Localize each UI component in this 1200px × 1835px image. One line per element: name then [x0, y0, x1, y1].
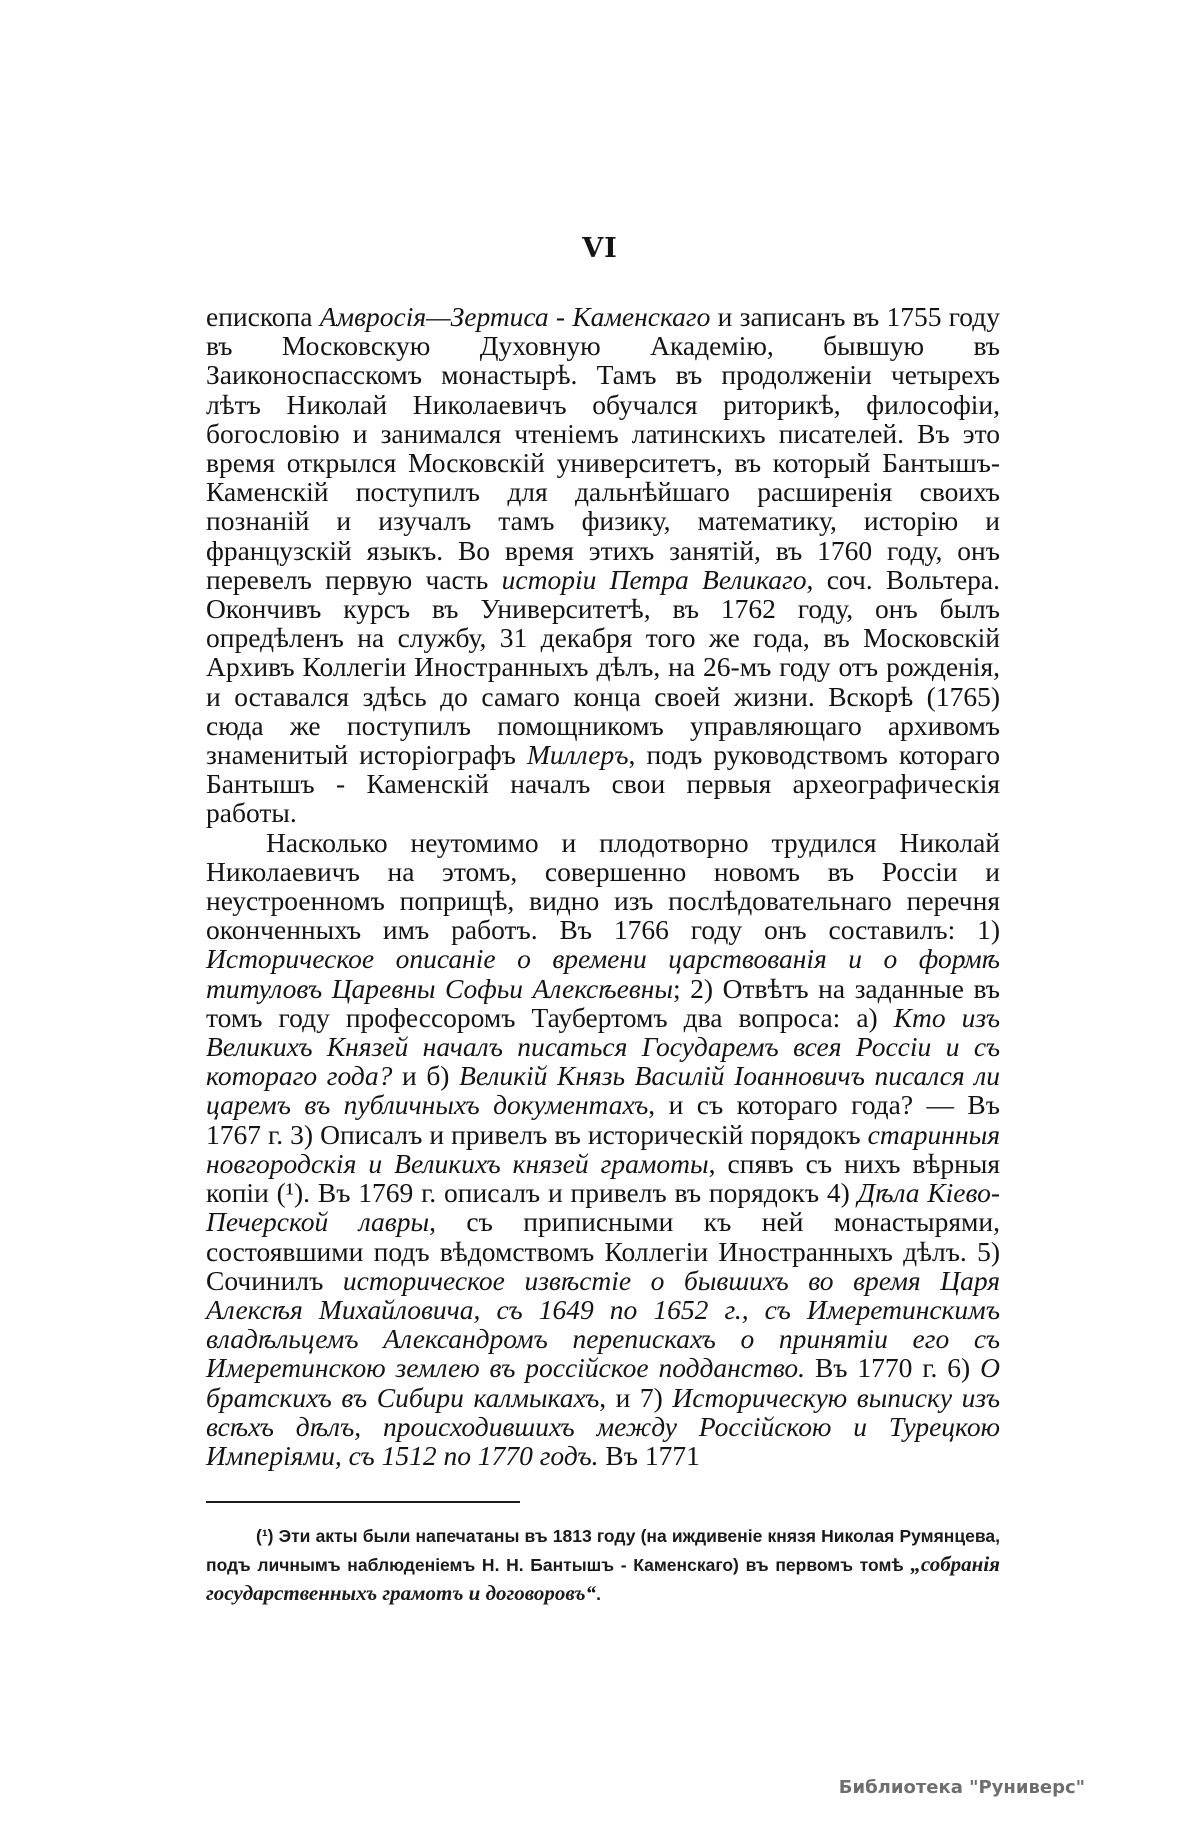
library-watermark: Библиотека "Руниверс": [838, 1777, 1085, 1798]
page-number: VI: [582, 233, 618, 264]
paragraph: [206, 302, 1000, 828]
italic-run: „собранія государственныхъ грамотъ и договоровъ“: [206, 1552, 1000, 1605]
footnote: [206, 1522, 1000, 1608]
italic-run: Дѣла Кіево-Печерской лавры: [206, 1177, 1000, 1238]
paragraph: [206, 828, 1000, 1470]
footnote-divider: [206, 1501, 520, 1503]
italic-run: Историческое описаніе о времени царствованія и о формѣ титуловъ Царевны Софьи Алексѣевны: [206, 943, 1000, 1004]
text-run: Въ 1771: [598, 1439, 700, 1471]
italic-run: Великій Князь Василій Іоанновичъ писался ли царемъ въ публичныхъ документахъ: [206, 1060, 1000, 1121]
italic-run: Миллеръ: [526, 739, 629, 771]
italic-run: О братскихъ въ Сибири калмыкахъ: [206, 1352, 1000, 1413]
text-run: .: [596, 1584, 601, 1604]
text-run: , спявъ съ нихъ вѣрныя копіи (¹). Въ 1769 г. описалъ и привелъ въ порядокъ 4): [206, 1147, 1000, 1209]
italic-run: Историческую выписку изъ всѣхъ дѣлъ, происходившихъ между Россійскою и Турецкою Имперіями, съ 1512 по 1770 годъ.: [206, 1381, 1000, 1471]
italic-run: исторіи Петра Великаго: [501, 563, 807, 595]
italic-run: Кто изъ Великихъ Князей началъ писаться Государемъ всея Россіи и съ котораго года?: [206, 1001, 1001, 1092]
text-run: , съ приписными къ ней монастырями, состоявшими подъ вѣдомствомъ Коллегіи Иностранныхъ дѣлъ. 5) Сочинилъ: [206, 1206, 1000, 1296]
text-run: и б): [392, 1060, 460, 1092]
text-run: Въ 1770 г. 6): [805, 1352, 981, 1384]
text-run: , и съ котораго года? — Въ 1767 г. 3) Описалъ и привелъ въ историческій порядокъ: [206, 1089, 1000, 1150]
body-text: [206, 302, 1000, 1470]
text-run: (¹) Эти акты были напечатаны въ 1813 году (на иждивеніе князя Николая Румянцева, подъ личнымъ наблюденіемъ Н. Н. Бантышъ - Каменскаго) въ первомъ томѣ: [206, 1526, 1000, 1575]
italic-run: старинныя новгородскія и Великихъ князей грамоты: [206, 1118, 1000, 1179]
text-run: и записанъ въ 1755 году въ Московскую Духовную Академію, бывшую въ Заиконоспасскомъ монастырѣ. Тамъ въ продолженіи четырехъ лѣтъ Николай Николаевичъ обучался риторикѣ, философіи, богословію и занимался чтеніемъ латинскихъ писателей. Въ это время открылся Московскій университетъ, въ который Бантышъ-Каменскій поступилъ для дальнѣйшаго расширенія своихъ познаній и изучалъ тамъ физику, математику, исторію и французскій языкъ. Во время этихъ занятій, въ 1760 году, онъ перевелъ первую часть: [206, 301, 1000, 595]
text-run: , и 7): [599, 1381, 673, 1413]
text-run: , соч. Вольтера. Окончивъ курсъ въ Университетѣ, въ 1762 году, онъ былъ опредѣленъ на службу, 31 декабря того же года, въ Московскій Архивъ Коллегіи Иностранныхъ дѣлъ, на 26-мъ году отъ рожденія, и оставался здѣсь до самаго конца своей жизни. Вскорѣ (1765) сюда же поступилъ помощникомъ управляющаго архивомъ знаменитый исторіографъ: [206, 563, 1001, 771]
text-run: , подъ руководствомъ котораго Бантышъ - Каменскій началъ свои первыя археографическія работы.: [206, 739, 1001, 829]
text-run: епископа: [206, 301, 320, 332]
text-run: Насколько неутомимо и плодотворно трудился Николай Николаевичъ на этомъ, совершенно новомъ въ Россіи и неустроенномъ поприщѣ, видно изъ послѣдовательнаго перечня оконченныхъ имъ работъ. Въ 1766 году онъ составилъ: 1): [206, 826, 1000, 946]
text-run: ; 2) Отвѣтъ на заданные въ томъ году профессоромъ Таубертомъ два вопроса: а): [206, 972, 1000, 1033]
italic-run: Амвросія—Зертиса - Каменскаго: [319, 301, 711, 332]
italic-run: историческое извѣстіе о бывшихъ во время Царя Алексѣя Михайловича, съ 1649 по 1652 г., съ Имеретинскимъ владѣльцемъ Александромъ перепискахъ о принятіи его съ Имеретинскою землею въ россійское подданство.: [206, 1264, 1000, 1384]
